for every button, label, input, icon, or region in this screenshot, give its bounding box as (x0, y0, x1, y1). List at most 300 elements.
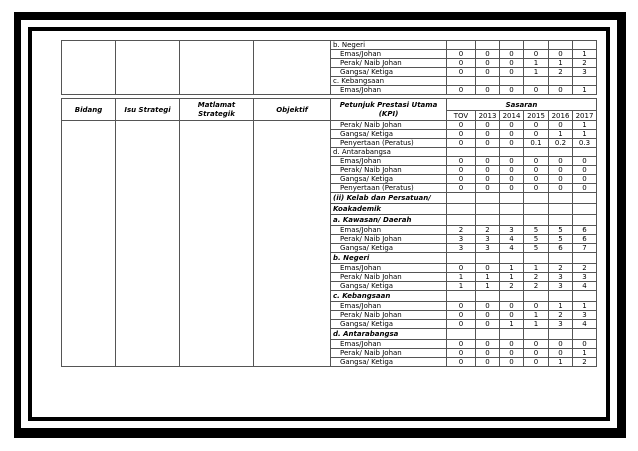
kpi-label: Perak/ Naib Johan (331, 121, 447, 130)
target-value: 0.3 (573, 139, 597, 148)
kpi-label: Penyertaan (Peratus) (331, 139, 447, 148)
target-value: 0 (447, 59, 476, 68)
target-value (524, 77, 549, 86)
target-value (500, 291, 524, 302)
empty-cell (254, 77, 331, 86)
empty-cell (254, 320, 331, 329)
kpi-label: Emas/Johan (331, 226, 447, 235)
empty-cell (254, 358, 331, 367)
table-row (62, 204, 597, 215)
kpi-label: Emas/Johan (331, 157, 447, 166)
target-value: 0 (573, 175, 597, 184)
table-row (62, 358, 597, 367)
target-value: 3 (500, 226, 524, 235)
header-sasaran: Sasaran (447, 99, 597, 111)
empty-cell (180, 253, 254, 264)
empty-cell (62, 121, 116, 130)
target-value: 0 (476, 175, 500, 184)
target-value: 0 (500, 157, 524, 166)
target-value: 0 (500, 166, 524, 175)
target-value: 0 (447, 121, 476, 130)
empty-cell (180, 130, 254, 139)
header-isu-strategi: Isu Strategi (116, 99, 180, 121)
empty-cell (254, 157, 331, 166)
empty-cell (62, 282, 116, 291)
empty-cell (116, 320, 180, 329)
target-value: 0 (500, 68, 524, 77)
target-value: 0 (476, 68, 500, 77)
target-value: 1 (573, 349, 597, 358)
target-value (447, 148, 476, 157)
empty-cell (62, 235, 116, 244)
empty-cell (62, 77, 116, 86)
empty-cell (180, 148, 254, 157)
kpi-label: Perak/ Naib Johan (331, 59, 447, 68)
kpi-label: Gangsa/ Ketiga (331, 244, 447, 253)
target-value: 2 (524, 273, 549, 282)
target-value: 3 (476, 235, 500, 244)
empty-cell (62, 329, 116, 340)
target-value: 0 (476, 184, 500, 193)
table-row (62, 121, 597, 130)
target-value (549, 291, 573, 302)
target-value: 6 (573, 235, 597, 244)
empty-cell (62, 166, 116, 175)
target-value: 1 (447, 282, 476, 291)
target-value: 1 (524, 264, 549, 273)
empty-cell (180, 166, 254, 175)
target-value: 1 (573, 86, 597, 95)
target-value (549, 41, 573, 50)
target-value: 3 (447, 244, 476, 253)
target-value: 2 (573, 59, 597, 68)
target-value: 0 (500, 349, 524, 358)
empty-cell (180, 184, 254, 193)
empty-cell (62, 148, 116, 157)
table-row (62, 41, 597, 50)
target-value: 6 (549, 244, 573, 253)
header-objektif: Objektif (254, 99, 331, 121)
target-value: 2 (573, 358, 597, 367)
target-value: 0 (524, 166, 549, 175)
kpi-label: Perak/ Naib Johan (331, 311, 447, 320)
empty-cell (254, 139, 331, 148)
kpi-label: Penyertaan (Peratus) (331, 184, 447, 193)
empty-cell (62, 139, 116, 148)
target-value: 0 (573, 157, 597, 166)
target-value: 0 (476, 264, 500, 273)
empty-cell (254, 244, 331, 253)
empty-cell (62, 204, 116, 215)
target-value: 0 (549, 175, 573, 184)
target-value (524, 253, 549, 264)
target-value: 0 (549, 121, 573, 130)
target-value: 1 (476, 273, 500, 282)
target-value: 0 (476, 311, 500, 320)
target-value: 0 (524, 157, 549, 166)
kpi-label: Emas/Johan (331, 302, 447, 311)
empty-cell (62, 59, 116, 68)
empty-cell (62, 86, 116, 95)
target-value: 0 (549, 340, 573, 349)
empty-cell (62, 157, 116, 166)
empty-cell (116, 291, 180, 302)
target-value: 1 (524, 311, 549, 320)
empty-cell (180, 204, 254, 215)
target-value: 0 (549, 166, 573, 175)
target-value (447, 329, 476, 340)
target-value: 0 (573, 184, 597, 193)
empty-cell (254, 166, 331, 175)
empty-cell (116, 282, 180, 291)
target-value: 0 (524, 349, 549, 358)
target-value: 5 (524, 226, 549, 235)
target-value: 0 (476, 59, 500, 68)
target-value (476, 253, 500, 264)
empty-cell (116, 41, 180, 50)
empty-cell (116, 184, 180, 193)
target-value: 0 (447, 340, 476, 349)
target-value (524, 148, 549, 157)
target-value (447, 253, 476, 264)
table-row (62, 157, 597, 166)
kpi-label: Perak/ Naib Johan (331, 166, 447, 175)
target-value: 0 (549, 157, 573, 166)
target-value (549, 329, 573, 340)
header-kpi: Petunjuk Prestasi Utama (KPI) (331, 99, 447, 121)
target-value (447, 291, 476, 302)
empty-cell (180, 157, 254, 166)
empty-cell (62, 358, 116, 367)
target-value: 0 (476, 320, 500, 329)
kpi-label: Perak/ Naib Johan (331, 349, 447, 358)
target-value (549, 77, 573, 86)
target-value: 1 (549, 130, 573, 139)
target-value: 0 (500, 184, 524, 193)
target-value: 2 (500, 282, 524, 291)
target-value: 3 (573, 311, 597, 320)
target-value: 0 (524, 86, 549, 95)
target-value: 6 (573, 226, 597, 235)
empty-cell (254, 193, 331, 204)
header-year: 2013 (476, 111, 500, 121)
target-value (500, 253, 524, 264)
table-row (62, 349, 597, 358)
target-value: 0 (524, 302, 549, 311)
header-bidang: Bidang (62, 99, 116, 121)
header-row (62, 99, 597, 111)
empty-cell (254, 41, 331, 50)
empty-cell (62, 320, 116, 329)
table-row (62, 166, 597, 175)
target-value: 0 (549, 50, 573, 59)
target-value: 0 (524, 121, 549, 130)
target-value: 1 (549, 302, 573, 311)
target-value (524, 329, 549, 340)
table-row (62, 311, 597, 320)
target-value: 2 (549, 68, 573, 77)
empty-cell (180, 329, 254, 340)
header-year: 2015 (524, 111, 549, 121)
kpi-label: c. Kebangsaan (331, 77, 447, 86)
empty-cell (116, 235, 180, 244)
empty-cell (62, 215, 116, 226)
empty-cell (62, 340, 116, 349)
empty-cell (116, 130, 180, 139)
target-value: 2 (549, 311, 573, 320)
target-value (573, 193, 597, 204)
empty-cell (180, 77, 254, 86)
empty-cell (62, 226, 116, 235)
target-value: 1 (573, 121, 597, 130)
target-value: 0.2 (549, 139, 573, 148)
target-value: 0 (500, 130, 524, 139)
empty-cell (62, 311, 116, 320)
target-value: 3 (549, 273, 573, 282)
empty-cell (116, 340, 180, 349)
empty-cell (116, 244, 180, 253)
empty-cell (116, 193, 180, 204)
empty-cell (180, 121, 254, 130)
target-value: 0.1 (524, 139, 549, 148)
kpi-table (61, 98, 597, 367)
target-value: 0 (476, 139, 500, 148)
empty-cell (254, 302, 331, 311)
target-value: 0 (500, 358, 524, 367)
table-row (62, 59, 597, 68)
table-row (62, 184, 597, 193)
target-value: 0 (447, 311, 476, 320)
target-value (573, 204, 597, 215)
empty-cell (180, 340, 254, 349)
target-value: 0 (476, 50, 500, 59)
table-row (62, 273, 597, 282)
empty-cell (116, 311, 180, 320)
target-value: 0 (447, 184, 476, 193)
target-value (524, 291, 549, 302)
empty-cell (180, 311, 254, 320)
target-value: 0 (447, 349, 476, 358)
empty-cell (116, 264, 180, 273)
target-value: 2 (447, 226, 476, 235)
target-value (500, 148, 524, 157)
target-value (476, 41, 500, 50)
empty-cell (254, 311, 331, 320)
target-value: 0 (447, 302, 476, 311)
empty-cell (180, 226, 254, 235)
target-value: 1 (573, 302, 597, 311)
target-value: 0 (500, 59, 524, 68)
target-value (524, 215, 549, 226)
target-value: 1 (573, 130, 597, 139)
empty-cell (254, 204, 331, 215)
empty-cell (62, 302, 116, 311)
empty-cell (254, 235, 331, 244)
table-row (62, 193, 597, 204)
empty-cell (254, 253, 331, 264)
table-row (62, 291, 597, 302)
kpi-table-continued (61, 40, 597, 95)
empty-cell (180, 175, 254, 184)
empty-cell (116, 215, 180, 226)
kpi-label: Gangsa/ Ketiga (331, 282, 447, 291)
table-row (62, 148, 597, 157)
target-value: 3 (573, 273, 597, 282)
target-value: 0 (524, 184, 549, 193)
empty-cell (254, 50, 331, 59)
target-value (476, 193, 500, 204)
target-value: 3 (476, 244, 500, 253)
table-row (62, 329, 597, 340)
empty-cell (180, 349, 254, 358)
target-value: 0 (500, 86, 524, 95)
target-value (549, 215, 573, 226)
empty-cell (116, 204, 180, 215)
header-year: 2014 (500, 111, 524, 121)
target-value (476, 215, 500, 226)
empty-cell (180, 215, 254, 226)
target-value (500, 193, 524, 204)
target-value (447, 77, 476, 86)
target-value: 0 (476, 86, 500, 95)
target-value (500, 41, 524, 50)
kpi-label: Gangsa/ Ketiga (331, 320, 447, 329)
table-row (62, 86, 597, 95)
target-value: 0 (500, 340, 524, 349)
empty-cell (180, 264, 254, 273)
kpi-label: b. Negeri (331, 253, 447, 264)
target-value (573, 329, 597, 340)
empty-cell (62, 291, 116, 302)
empty-cell (62, 175, 116, 184)
empty-cell (254, 282, 331, 291)
kpi-label: Koakademik (331, 204, 447, 215)
kpi-label: Gangsa/ Ketiga (331, 175, 447, 184)
table-row (62, 340, 597, 349)
table-row (62, 244, 597, 253)
target-value (573, 148, 597, 157)
target-value: 0 (447, 139, 476, 148)
empty-cell (180, 282, 254, 291)
target-value: 0 (447, 175, 476, 184)
empty-cell (116, 273, 180, 282)
empty-cell (116, 157, 180, 166)
target-value: 2 (549, 264, 573, 273)
empty-cell (116, 148, 180, 157)
target-value: 0 (573, 166, 597, 175)
kpi-label: Perak/ Naib Johan (331, 273, 447, 282)
empty-cell (62, 244, 116, 253)
empty-cell (254, 184, 331, 193)
target-value: 0 (500, 311, 524, 320)
target-value: 0 (447, 264, 476, 273)
table-row (62, 139, 597, 148)
empty-cell (254, 175, 331, 184)
table-row (62, 215, 597, 226)
target-value: 0 (549, 86, 573, 95)
target-value (573, 253, 597, 264)
empty-cell (180, 50, 254, 59)
empty-cell (116, 68, 180, 77)
empty-cell (62, 193, 116, 204)
target-value: 0 (476, 121, 500, 130)
table-row (62, 130, 597, 139)
empty-cell (254, 349, 331, 358)
target-value: 3 (549, 320, 573, 329)
target-value (500, 204, 524, 215)
empty-cell (254, 130, 331, 139)
empty-cell (116, 349, 180, 358)
target-value: 1 (476, 282, 500, 291)
kpi-label: Emas/Johan (331, 86, 447, 95)
target-value: 1 (524, 320, 549, 329)
target-value (573, 41, 597, 50)
empty-cell (180, 302, 254, 311)
kpi-label: Perak/ Naib Johan (331, 235, 447, 244)
target-value: 0 (476, 358, 500, 367)
target-value: 0 (476, 130, 500, 139)
target-value: 3 (447, 235, 476, 244)
target-value (447, 204, 476, 215)
empty-cell (62, 68, 116, 77)
empty-cell (180, 193, 254, 204)
target-value (476, 329, 500, 340)
empty-cell (254, 329, 331, 340)
empty-cell (254, 226, 331, 235)
empty-cell (116, 121, 180, 130)
target-value: 1 (500, 273, 524, 282)
empty-cell (116, 77, 180, 86)
target-value: 0 (500, 50, 524, 59)
empty-cell (254, 59, 331, 68)
table-row (62, 282, 597, 291)
table-row (62, 175, 597, 184)
target-value (549, 148, 573, 157)
kpi-label: Emas/Johan (331, 264, 447, 273)
target-value (476, 204, 500, 215)
empty-cell (254, 215, 331, 226)
target-value (524, 41, 549, 50)
target-value: 0 (447, 68, 476, 77)
empty-cell (62, 41, 116, 50)
header-matlamat-strategik: Matlamat Strategik (180, 99, 254, 121)
header-year: TOV (447, 111, 476, 121)
empty-cell (62, 253, 116, 264)
target-value: 0 (524, 340, 549, 349)
target-value: 1 (524, 59, 549, 68)
empty-cell (254, 273, 331, 282)
target-value: 1 (524, 68, 549, 77)
empty-cell (254, 264, 331, 273)
target-value: 1 (500, 320, 524, 329)
target-value: 0 (549, 349, 573, 358)
header-year: 2016 (549, 111, 573, 121)
target-value: 0 (447, 320, 476, 329)
empty-cell (254, 86, 331, 95)
target-value (524, 204, 549, 215)
target-value (500, 329, 524, 340)
target-value (447, 41, 476, 50)
target-value: 0 (500, 139, 524, 148)
target-value: 1 (549, 358, 573, 367)
target-value: 4 (500, 235, 524, 244)
target-value (476, 148, 500, 157)
empty-cell (116, 59, 180, 68)
target-value: 1 (500, 264, 524, 273)
target-value: 2 (476, 226, 500, 235)
empty-cell (116, 50, 180, 59)
target-value: 0 (447, 130, 476, 139)
